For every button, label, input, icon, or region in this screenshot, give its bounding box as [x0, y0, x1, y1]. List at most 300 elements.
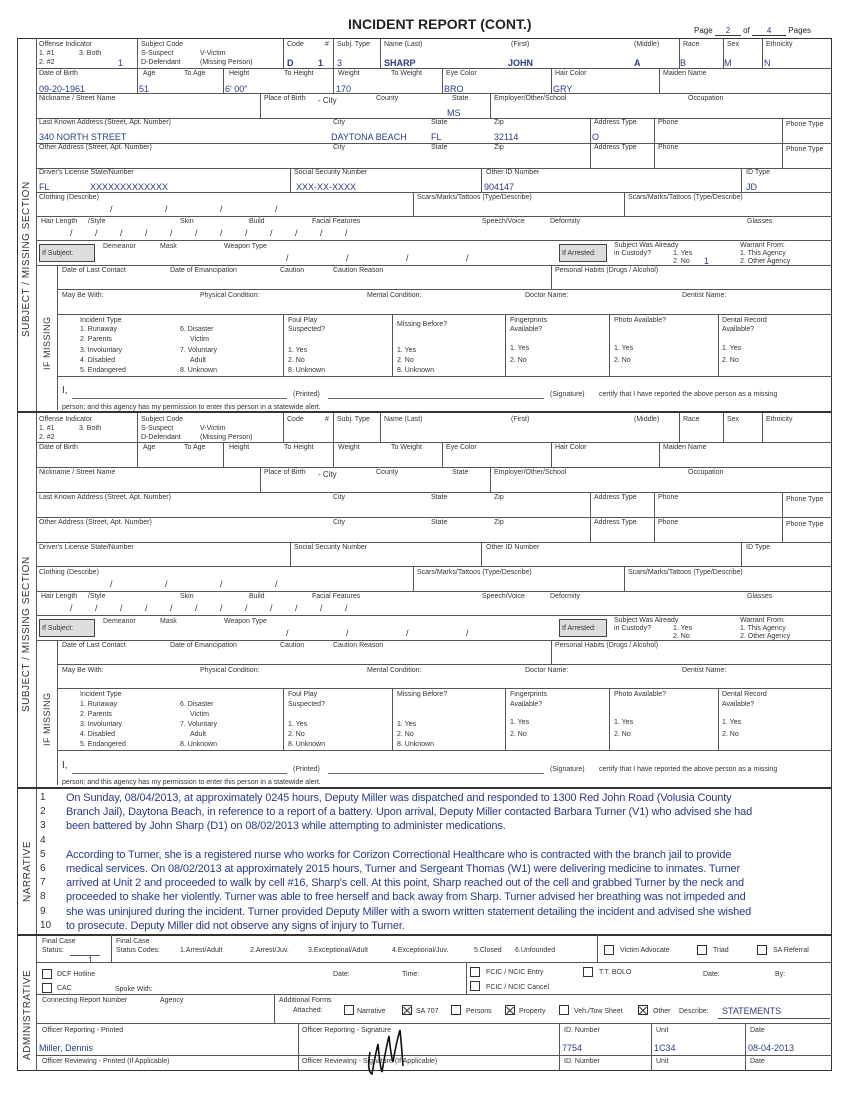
label-build: Build	[249, 218, 265, 225]
divider	[609, 688, 610, 750]
label-clothing-2: Clothing (Describe)	[39, 569, 99, 576]
narrative-line-number: 7	[40, 877, 46, 889]
value-id-number: 7754	[562, 1043, 583, 1053]
label-dental-available-2: Available?	[722, 701, 755, 708]
divider	[718, 688, 719, 750]
value-unit: 1C34	[654, 1043, 676, 1053]
label-age: Age	[143, 70, 156, 77]
narrative-line: to prosecute. Deputy Miller did not observe any signs of injury to Turner.	[66, 919, 405, 932]
label-photo-no: 2. No	[614, 357, 631, 364]
label-address-type-2: Address Type	[594, 144, 637, 151]
label-dl-2: Driver's License State/Number	[39, 544, 134, 551]
label-address-type-3: Address Type	[594, 494, 637, 501]
divider	[57, 688, 832, 689]
divider	[137, 442, 138, 467]
checkbox-fcic-cancel[interactable]	[470, 981, 480, 991]
label-scars-3: Scars/Marks/Tattoos (Type/Describe)	[417, 569, 532, 576]
value-officer-name: Miller, Dennis	[39, 1043, 94, 1053]
label-signature-2: (Signature)	[550, 766, 585, 773]
narrative-line: been battered by John Sharp (D1) on 08/02/2013 while attempting to administer medications.	[66, 820, 506, 833]
label-fp-available: Available?	[510, 326, 543, 333]
label-id-type-2: ID Type	[746, 544, 770, 551]
label-printed: (Printed)	[293, 391, 320, 398]
checkbox-dcf-hotline[interactable]	[42, 969, 52, 979]
divider	[392, 314, 393, 376]
checkbox-triad[interactable]	[697, 945, 707, 955]
value-sex: M	[724, 58, 732, 68]
label-dental: Dental Record	[722, 317, 767, 324]
slashes-weapon: / / / /	[286, 253, 469, 263]
label-weight-2: Weight	[338, 444, 360, 451]
label-additional-forms: Additional Forms	[279, 997, 332, 1004]
label-officer-reporting: Officer Reporting - Printed	[42, 1027, 124, 1034]
label-mask-2: Mask	[160, 618, 177, 625]
label-victim-advocate: Victim Advocate	[620, 947, 670, 954]
label-address-type-4: Address Type	[594, 519, 637, 526]
label-county-2: County	[376, 469, 399, 476]
label-foul-play-2: Foul Play	[288, 691, 318, 698]
divider	[37, 68, 832, 69]
label-this-agency-2: 1. This Agency	[740, 625, 786, 632]
divider	[137, 39, 138, 69]
label-i-2: I,	[62, 760, 68, 771]
label-dental-yes-2: 1. Yes	[722, 719, 742, 726]
label-to-age-2: To Age	[184, 444, 206, 451]
label-other-address-2: Other Address (Street, Apt. Number)	[39, 519, 152, 526]
label-caution-2: Caution	[280, 642, 305, 649]
label-hash-2: #	[325, 416, 329, 423]
label-custody-yes: 1. Yes	[673, 250, 693, 257]
label-to-age: To Age	[184, 70, 206, 77]
label-fgp-no-2: 2. No	[510, 731, 527, 738]
label-it3: 3. Involuntary	[80, 347, 123, 354]
label-city-4: City	[333, 519, 346, 526]
narrative-line: Branch Jail), Daytona Beach, in reference to a report of a battery. Upon arrival, Deputy Miller contacted Barbara Turner (V1) who advised she had	[66, 806, 753, 819]
label-it8-2: 8. Unknown	[180, 741, 217, 748]
label-cac: CAC	[57, 985, 72, 992]
value-custody: 1	[704, 256, 710, 266]
label-physical-2: Physical Condition:	[200, 667, 260, 674]
divider	[223, 68, 224, 93]
label-phone: Phone	[658, 119, 679, 126]
label-photo-yes: 1. Yes	[614, 345, 634, 352]
side-label-narrative: NARRATIVE	[22, 841, 33, 902]
label-may-be-with-2: May Be With:	[62, 667, 104, 674]
narrative-line-number: 5	[40, 848, 46, 860]
label-ssn: Social Security Number	[294, 169, 368, 176]
value-middle: A	[634, 58, 641, 68]
value-ethnicity: N	[764, 58, 771, 68]
divider	[37, 517, 832, 518]
label-mb-no-2: 2. No	[397, 731, 414, 738]
page-indicator	[694, 26, 811, 36]
label-facial-2: Facial Features	[312, 593, 361, 600]
value-eye-color: BRO	[444, 84, 464, 94]
label-last-address-2: Last Known Address (Street, Apt. Number)	[39, 494, 171, 501]
divider	[490, 93, 491, 118]
value-zip: 32114	[494, 132, 519, 142]
label-fgp-yes: 1. Yes	[510, 345, 530, 352]
label-skin-2: Skin	[180, 593, 194, 600]
narrative-line-number: 6	[40, 863, 46, 874]
label-fcic-cancel: FCIC / NCIC Cancel	[486, 984, 550, 991]
label-warrant: Warrant From:	[740, 242, 785, 249]
value-code: D	[287, 58, 294, 68]
divider	[57, 750, 832, 751]
label-employer: Employer/Other/School	[494, 95, 567, 102]
value-dob: 09-20-1961	[39, 84, 86, 94]
label-city-2: City	[333, 144, 346, 151]
value-ssn: XXX-XX-XXXX	[296, 182, 357, 192]
label-ssn-2: Social Security Number	[294, 544, 368, 551]
divider	[551, 68, 552, 93]
label-printed-2: (Printed)	[293, 766, 320, 773]
value-hair-color: GRY	[553, 84, 573, 94]
divider	[741, 168, 742, 192]
label-doctor: Doctor Name:	[525, 292, 569, 299]
label-it7-2: 7. Voluntary	[180, 721, 217, 728]
slashes-clothing-2: / / / /	[110, 579, 278, 589]
label-physical: Physical Condition:	[200, 292, 260, 299]
divider	[57, 640, 58, 785]
of-label: of	[743, 26, 750, 35]
label-sc-d-2: D-Defendant	[141, 434, 181, 441]
checkbox-form-veh[interactable]	[559, 1005, 569, 1015]
label-photo: Photo Available?	[614, 317, 667, 324]
slashes-weapon-2: / / / /	[286, 628, 469, 638]
side-label-if-missing-1: IF MISSING	[42, 316, 52, 370]
divider	[37, 93, 832, 94]
value-city: DAYTONA BEACH	[331, 132, 407, 142]
value-height: 6' 00"	[225, 84, 248, 94]
value-state-pob: MS	[447, 108, 461, 118]
label-form-other: Other	[653, 1008, 671, 1015]
signature-line	[328, 398, 544, 399]
label-in-custody-1-2: Subject Was Already	[614, 617, 679, 624]
label-date-officer: Date	[750, 1027, 765, 1034]
divider	[741, 542, 742, 566]
label-mb-yes-2: 1. Yes	[397, 721, 417, 728]
label-first: (First)	[511, 41, 530, 48]
divider	[290, 168, 291, 192]
label-missing-before-2: Missing Before?	[397, 691, 448, 698]
divider	[57, 664, 832, 665]
label-deformity: Deformity	[550, 218, 580, 225]
label-it4-2: 4. Disabled	[80, 731, 116, 738]
label-eye-color: Eye Color	[446, 70, 477, 77]
label-it4: 4. Disabled	[80, 357, 116, 364]
label-mb-no: 2. No	[397, 357, 414, 364]
label-other-id: Other ID Number	[486, 169, 540, 176]
label-oi-1-2: 1. #1	[39, 425, 55, 432]
label-form-property: Property	[519, 1008, 546, 1015]
label-unit-rev: Unit	[656, 1058, 669, 1065]
label-status: Status:	[42, 947, 64, 954]
label-officer-signature: Officer Reporting - Signature	[302, 1027, 391, 1034]
divider	[57, 314, 832, 315]
label-speech: Speech/Voice	[482, 218, 525, 225]
label-custody-no-2: 2. No	[673, 633, 690, 640]
value-weight: 170	[336, 84, 352, 94]
value-offense-indicator: 1	[118, 58, 124, 68]
section-divider	[17, 787, 832, 789]
label-triad: Triad	[713, 947, 729, 954]
checkbox-tt-bolo[interactable]	[583, 967, 593, 977]
divider	[505, 314, 506, 376]
label-date-dcf: Date:	[333, 971, 350, 978]
label-form-sa707: SA 707	[416, 1008, 439, 1015]
label-speech-2: Speech/Voice	[482, 593, 525, 600]
label-to-weight-2: To Weight	[391, 444, 422, 451]
label-scars-4: Scars/Marks/Tattoos (Type/Describe)	[628, 569, 743, 576]
label-code-5: 5.Closed	[474, 947, 502, 954]
narrative-line-number: 2	[40, 806, 46, 818]
divider	[624, 566, 625, 591]
label-pob-2: Place of Birth	[264, 469, 306, 476]
label-dcf-hotline: DCF Hotline	[57, 971, 96, 978]
label-city-dash-2: - City	[318, 470, 337, 479]
divider	[559, 1023, 560, 1071]
label-maiden: Maiden Name	[663, 70, 707, 77]
checkbox-fcic-entry[interactable]	[470, 967, 480, 977]
checkbox-sa-referral[interactable]	[757, 945, 767, 955]
label-fp-unknown-2: 8. Unknown	[288, 741, 325, 748]
divider	[37, 1023, 832, 1024]
label-oi-2: 2. #2	[39, 59, 55, 66]
divider	[333, 442, 334, 467]
divider	[679, 413, 680, 442]
label-code-2: Code	[287, 416, 304, 423]
divider	[466, 962, 467, 994]
divider	[37, 640, 832, 641]
divider	[37, 192, 832, 193]
label-sc-d: D-Defendant	[141, 59, 181, 66]
label-warrant-2: Warrant From:	[740, 617, 785, 624]
divider	[333, 413, 334, 442]
divider	[442, 442, 443, 467]
checkbox-form-other[interactable]	[638, 1005, 648, 1015]
page-label: Page	[694, 26, 713, 35]
label-sa-referral: SA Referral	[773, 947, 809, 954]
divider	[762, 39, 763, 69]
label-id-number: ID. Number	[564, 1027, 600, 1034]
label-zip-2: Zip	[494, 144, 504, 151]
divider	[283, 413, 284, 442]
value-other-id: 904147	[484, 182, 515, 192]
label-other-agency: 2. Other Agency	[740, 258, 791, 265]
label-zip-4: Zip	[494, 519, 504, 526]
label-skin: Skin	[180, 218, 194, 225]
divider	[597, 934, 598, 962]
value-address-type: O	[592, 132, 600, 142]
label-mental: Mental Condition:	[367, 292, 422, 299]
label-code-2: 2.Arrest/Juv.	[250, 947, 289, 954]
value-describe: STATEMENTS	[722, 1006, 782, 1016]
label-incident-type-2: Incident Type	[80, 691, 122, 698]
divider	[260, 93, 261, 118]
status-underline	[70, 955, 100, 956]
narrative-line: she was uninjured during the incident. Turner provided Deputy Miller with a sworn written statement detailing the incident and advised she wished	[66, 905, 752, 918]
label-state: State	[431, 119, 448, 126]
divider	[659, 68, 660, 93]
label-dob: Date of Birth	[39, 70, 78, 77]
label-emancipation-2: Date of Emancipation	[170, 642, 237, 649]
page-total: 4	[752, 26, 786, 36]
label-state-2: State	[431, 144, 448, 151]
side-label-subject-1: SUBJECT / MISSING SECTION	[21, 181, 32, 337]
label-tt-bolo: T.T. BOLO	[599, 969, 632, 976]
label-it2: 2. Parents	[80, 336, 112, 343]
narrative-line: medical services. On 08/02/2013 at approximately 2015 hours, Turner and Sergeant Thomas (W1) were delivering medicine to inmates. Turner	[66, 863, 740, 875]
narrative-line-number: 10	[40, 919, 52, 931]
label-if-subject: If Subject:	[42, 250, 74, 257]
label-name-last: Name (Last)	[384, 41, 423, 48]
divider	[260, 467, 261, 492]
side-label-subject-2: SUBJECT / MISSING SECTION	[21, 556, 32, 712]
value-num: 1	[318, 58, 324, 68]
label-code: Code	[287, 41, 304, 48]
narrative-line-number: 4	[40, 834, 46, 846]
label-date-rev: Date	[750, 1058, 765, 1065]
printed-line-2	[72, 773, 287, 774]
checkbox-form-property[interactable]	[505, 1005, 515, 1015]
label-code-1: 1.Arrest/Adult	[180, 947, 223, 954]
divider	[745, 1023, 746, 1071]
value-dl-number: XXXXXXXXXXXXX	[90, 182, 169, 192]
label-caution-reason: Caution Reason	[333, 267, 384, 274]
label-fp-yes: 1. Yes	[288, 347, 308, 354]
divider	[111, 934, 112, 962]
label-it6: 6. Disaster	[180, 326, 214, 333]
label-last-address: Last Known Address (Street, Apt. Number)	[39, 119, 171, 126]
label-employer-2: Employer/Other/School	[494, 469, 567, 476]
narrative-line-number: 9	[40, 905, 46, 917]
label-ethnicity-2: Ethnicity	[766, 416, 793, 423]
label-phone-type: Phone Type	[786, 121, 824, 128]
label-subj-type-2: Subj. Type	[337, 416, 370, 423]
divider	[37, 265, 832, 266]
divider	[283, 314, 284, 376]
printed-line	[72, 398, 287, 399]
label-fcic-entry: FCIC / NCIC Entry	[486, 969, 544, 976]
label-zip: Zip	[494, 119, 504, 126]
label-sc-s-2: S-Suspect	[141, 425, 174, 432]
label-it6-2: 6. Disaster	[180, 701, 214, 708]
label-date-bolo: Date:	[703, 971, 720, 978]
value-final-status: 1	[88, 955, 94, 965]
label-foul-play: Foul Play	[288, 317, 318, 324]
value-age: 51	[139, 84, 150, 94]
label-county: County	[376, 95, 399, 102]
label-custody-yes-2: 1. Yes	[673, 625, 693, 632]
label-may-be-with: May Be With:	[62, 292, 104, 299]
label-hair-color: Hair Color	[555, 70, 587, 77]
checkbox-form-persons[interactable]	[451, 1005, 461, 1015]
narrative-line: arrived at Unit 2 and proceeded to walk by cell #16, Sharp's cell. At this point, Sharp reached out of the cell and grabbed Turner by the neck and	[66, 877, 744, 890]
divider	[37, 1055, 832, 1056]
label-dentist-2: Dentist Name:	[682, 667, 727, 674]
label-phone-3: Phone	[658, 494, 679, 501]
divider	[37, 467, 832, 468]
divider	[37, 492, 832, 493]
divider	[624, 192, 625, 216]
checkbox-victim-advocate[interactable]	[604, 945, 614, 955]
label-hair-length: Hair Length	[41, 218, 78, 225]
label-other-address: Other Address (Street, Apt. Number)	[39, 144, 152, 151]
label-certify: certify that I have reported the above person as a missing	[599, 391, 778, 398]
label-ethnicity: Ethnicity	[766, 41, 793, 48]
label-demeanor: Demeanor	[103, 243, 136, 250]
label-permission: person; and this agency has my permission to enter this person in a statewide alert.	[62, 404, 321, 411]
divider	[37, 216, 832, 217]
label-mask: Mask	[160, 243, 177, 250]
divider	[718, 314, 719, 376]
label-glasses-2: Glasses	[747, 593, 773, 600]
label-fp-unknown: 8. Unknown	[288, 367, 325, 374]
label-pob: Place of Birth	[264, 95, 306, 102]
label-if-arrested-2: If Arrested:	[562, 625, 596, 632]
label-nickname: Nickname / Street Name	[39, 95, 116, 102]
label-phone-4: Phone	[658, 519, 679, 526]
label-permission-2: person; and this agency has my permission to enter this person in a statewide alert.	[62, 779, 321, 786]
label-sex-2: Sex	[727, 416, 740, 423]
label-it2-2: 2. Parents	[80, 711, 112, 718]
label-phone-2: Phone	[658, 144, 679, 151]
label-suspected-2: Suspected?	[288, 701, 325, 708]
label-maiden-2: Maiden Name	[663, 444, 707, 451]
title-text: INCIDENT REPORT	[348, 16, 477, 32]
label-dob-2: Date of Birth	[39, 444, 78, 451]
checkbox-cac[interactable]	[42, 983, 52, 993]
label-form-narrative: Narrative	[357, 1008, 386, 1015]
label-unit: Unit	[656, 1027, 669, 1034]
divider	[609, 314, 610, 376]
label-describe: Describe:	[679, 1008, 709, 1015]
divider	[37, 240, 832, 241]
page-number: 2	[715, 26, 741, 36]
label-code-6: 6.Unfounded	[515, 947, 556, 954]
slashes-physical: / / / / / / / / / / / /	[70, 228, 348, 238]
label-time: Time:	[402, 971, 420, 978]
divider	[333, 68, 334, 93]
label-height: Height	[229, 70, 250, 77]
label-agency: Agency	[160, 997, 184, 1004]
narrative-line: proceeded to shake her violently. Turner was able to free herself and back away from Sharp. Turner advised her breathing was not impeded and	[66, 891, 746, 904]
label-offense-indicator: Offense Indicator	[39, 41, 93, 48]
label-it1: 1. Runaway	[80, 326, 117, 333]
side-label-administrative: ADMINISTRATIVE	[22, 969, 33, 1060]
label-middle: (Middle)	[634, 41, 660, 48]
label-race: Race	[683, 41, 700, 48]
divider	[490, 467, 491, 492]
narrative-line: According to Turner, she is a registered nurse who works for Corizon Correctional Healthcare who is contracted with the branch jail to provide	[66, 848, 732, 861]
checkbox-form-sa707[interactable]	[402, 1005, 412, 1015]
divider	[380, 413, 381, 442]
label-hash: #	[325, 41, 329, 48]
divider	[551, 265, 552, 289]
divider	[37, 591, 832, 592]
checkbox-form-narrative[interactable]	[344, 1005, 354, 1015]
label-subject-code-2: Subject Code	[141, 416, 184, 423]
label-photo-2: Photo Available?	[614, 691, 667, 698]
label-attached: Attached:	[293, 1007, 323, 1014]
divider	[37, 615, 832, 616]
label-to-weight: To Weight	[391, 70, 422, 77]
divider	[442, 68, 443, 93]
label-style: /Style	[88, 218, 106, 225]
divider	[137, 68, 138, 93]
divider	[481, 542, 482, 566]
